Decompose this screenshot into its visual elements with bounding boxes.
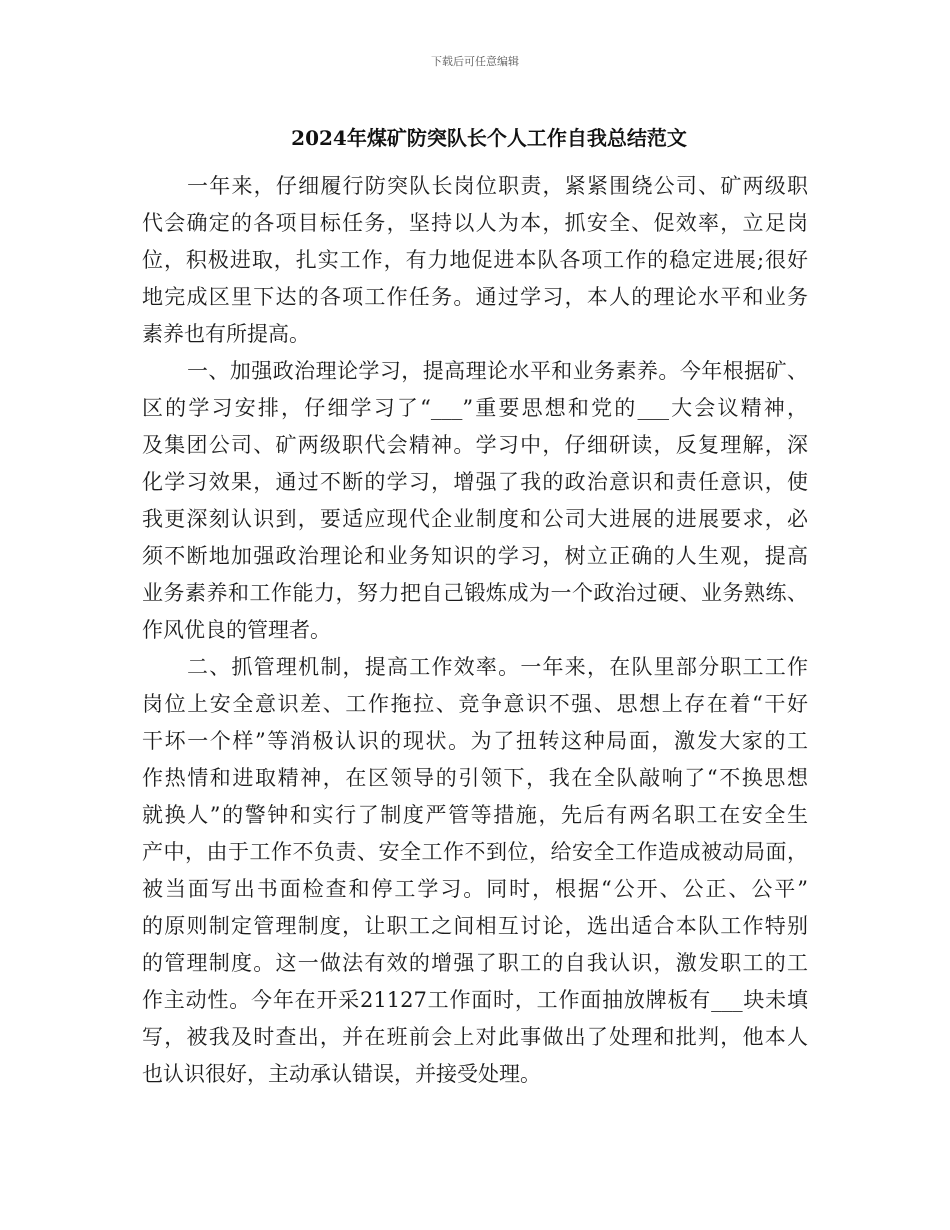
document-title: 2024年煤矿防突队长个人工作自我总结范文 xyxy=(291,126,687,150)
header-note: 下载后可任意编辑 xyxy=(431,55,519,68)
paragraph-line: 作主动性。今年在开采21127工作面时，工作面抽放牌板有___块未填 xyxy=(142,988,808,1012)
paragraph-line: 的原则制定管理制度，让职工之间相互讨论，选出适合本队工作特别 xyxy=(142,914,808,938)
paragraph-line: 作热情和进取精神，在区领导的引领下，我在全队敲响了“不换思想 xyxy=(142,766,808,790)
paragraph-line: 写，被我及时查出，并在班前会上对此事做出了处理和批判，他本人 xyxy=(142,1025,808,1049)
paragraph-line: 一、加强政治理论学习，提高理论水平和业务素养。今年根据矿、 xyxy=(187,359,808,383)
paragraph-line: 的管理制度。这一做法有效的增强了职工的自我认识，激发职工的工 xyxy=(142,951,808,975)
paragraph-line: 及集团公司、矿两级职代会精神。学习中，仔细研读，反复理解，深 xyxy=(142,433,808,457)
paragraph-line: 化学习效果，通过不断的学习，增强了我的政治意识和责任意识，使 xyxy=(142,470,808,494)
paragraph-line: 被当面写出书面检查和停工学习。同时，根据“公开、公正、公平” xyxy=(142,877,808,901)
paragraph-line: 作风优良的管理者。 xyxy=(142,618,331,642)
paragraph-line: 地完成区里下达的各项工作任务。通过学习，本人的理论水平和业务 xyxy=(142,285,808,309)
document-body xyxy=(142,168,808,1093)
paragraph-line: 代会确定的各项目标任务，坚持以人为本，抓安全、促效率，立足岗 xyxy=(142,211,808,235)
paragraph-line: 一年来，仔细履行防突队长岗位职责，紧紧围绕公司、矿两级职 xyxy=(187,174,808,198)
paragraph-line: 我更深刻认识到，要适应现代企业制度和公司大进展的进展要求，必 xyxy=(142,507,808,531)
paragraph-line: 干坏一个样”等消极认识的现状。为了扭转这种局面，激发大家的工 xyxy=(142,729,808,753)
paragraph-2 xyxy=(142,353,808,649)
paragraph-line: 就换人”的警钟和实行了制度严管等措施，先后有两名职工在安全生 xyxy=(142,803,808,827)
paragraph-line: 位，积极进取，扎实工作，有力地促进本队各项工作的稳定进展;很好 xyxy=(142,248,808,272)
paragraph-line: 须不断地加强政治理论和业务知识的学习，树立正确的人生观，提高 xyxy=(142,544,808,568)
paragraph-line: 素养也有所提高。 xyxy=(142,322,310,346)
paragraph-line: 岗位上安全意识差、工作拖拉、竞争意识不强、思想上存在着“干好 xyxy=(142,692,808,716)
paragraph-line: 业务素养和工作能力，努力把自己锻炼成为一个政治过硬、业务熟练、 xyxy=(142,581,808,605)
paragraph-1 xyxy=(142,168,808,353)
paragraph-3 xyxy=(142,649,808,1093)
paragraph-line: 二、抓管理机制，提高工作效率。一年来，在队里部分职工工作 xyxy=(187,655,808,679)
paragraph-line: 区的学习安排，仔细学习了“___”重要思想和党的___大会议精神， xyxy=(142,396,808,420)
paragraph-line: 也认识很好，主动承认错误，并接受处理。 xyxy=(142,1062,541,1086)
paragraph-line: 产中，由于工作不负责、安全工作不到位，给安全工作造成被动局面， xyxy=(142,840,808,864)
